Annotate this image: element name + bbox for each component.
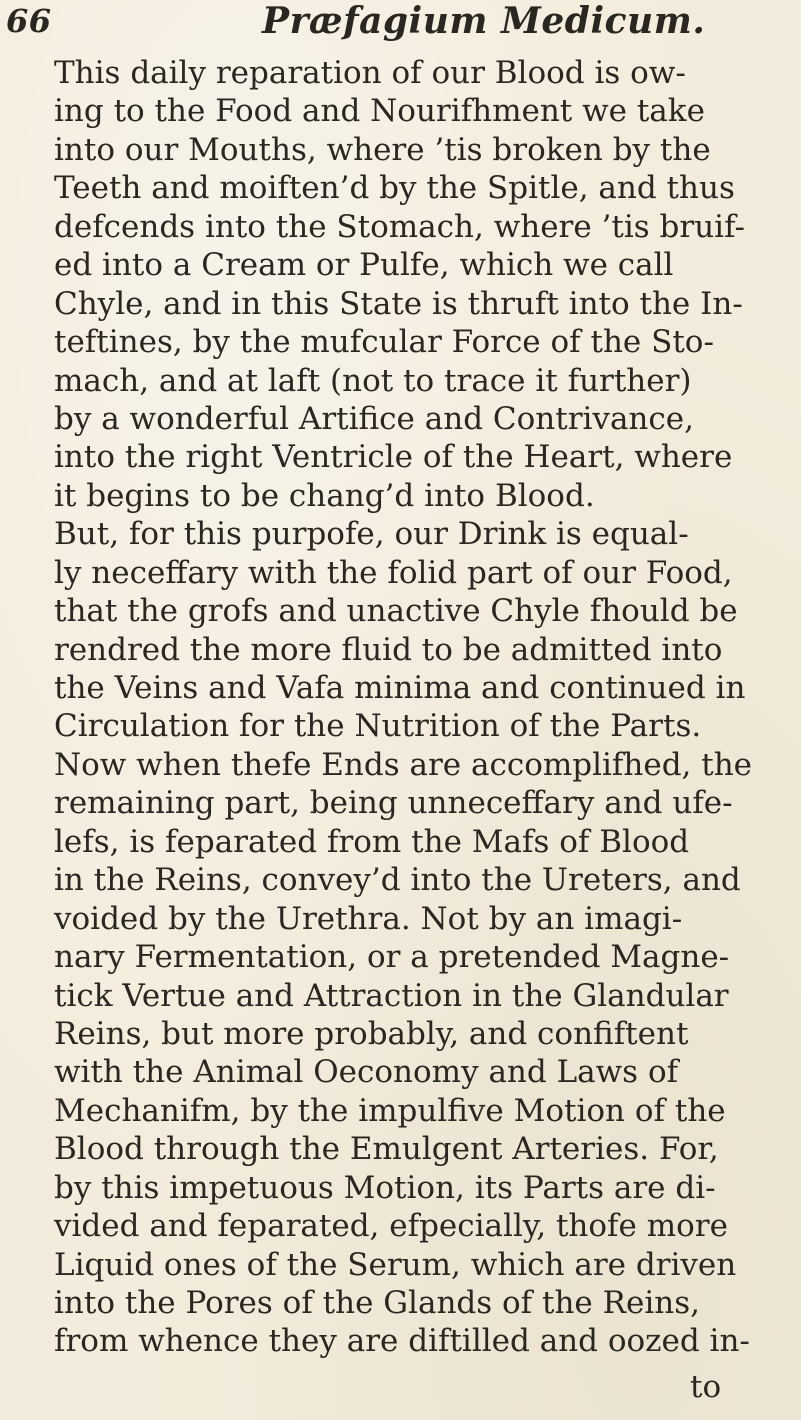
text-line: vided and feparated, efpecially, thofe more: [54, 1208, 728, 1245]
running-head: Præfagium Medicum.: [262, 0, 706, 42]
text-line: Now when thefe Ends are accomplifhed, the: [54, 746, 753, 783]
text-line: voided by the Urethra. Not by an imagi-: [54, 900, 683, 937]
text-line: it begins to be chang’d into Blood.: [54, 477, 595, 514]
text-line: from whence they are diftilled and oozed in-: [54, 1323, 750, 1360]
text-line: tick Vertue and Attraction in the Glandular: [54, 977, 729, 1014]
page-number: 66: [6, 2, 52, 40]
text-line: ly neceffary with the folid part of our Food,: [54, 554, 733, 591]
text-line: into the Pores of the Glands of the Reins,: [54, 1285, 700, 1321]
text-line: in the Reins, convey’d into the Ureters, and: [54, 862, 741, 899]
text-line: nary Fermentation, or a pretended Magne-: [54, 939, 730, 976]
text-line: into the right Ventricle of the Heart, where: [54, 439, 733, 476]
text-line: This daily reparation of our Blood is ow-: [54, 55, 686, 91]
text-line: defcends into the Stomach, where ’tis bruif-: [54, 208, 745, 245]
text-line: teftines, by the mufcular Force of the Sto-: [54, 324, 714, 361]
text-line: ed into a Cream or Pulfe, which we call: [54, 247, 674, 284]
text-line: Blood through the Emulgent Arteries. For,: [54, 1131, 719, 1168]
text-line: Liquid ones of the Serum, which are driven: [54, 1246, 737, 1283]
text-line: ing to the Food and Nourifhment we take: [54, 93, 705, 130]
text-line: Circulation for the Nutrition of the Parts.: [54, 708, 702, 745]
catchword: to: [690, 1369, 722, 1405]
text-line: rendred the more fluid to be admitted into: [54, 631, 723, 668]
text-line: Teeth and moiften’d by the Spitle, and thus: [54, 170, 735, 207]
text-line: remaining part, being unneceffary and ufe-: [54, 785, 733, 822]
text-line: by a wonderful Artifice and Contrivance,: [54, 400, 694, 437]
page-header: [0, 0, 801, 60]
text-line: Chyle, and in this State is thruft into the In-: [54, 285, 743, 322]
text-line: by this impetuous Motion, its Parts are di-: [54, 1169, 716, 1206]
text-line: Mechanifm, by the impulfive Motion of the: [54, 1092, 726, 1129]
text-line: lefs, is feparated from the Mafs of Blood: [54, 823, 690, 860]
text-line: Reins, but more probably, and confiftent: [54, 1015, 689, 1052]
text-line: with the Animal Oeconomy and Laws of: [54, 1054, 679, 1091]
text-line: But, for this purpofe, our Drink is equal-: [54, 516, 689, 553]
text-line: into our Mouths, where ’tis broken by the: [54, 131, 711, 168]
text-line: the Veins and Vafa minima and continued in: [54, 670, 746, 706]
body-text: [54, 54, 794, 1361]
text-line: that the grofs and unactive Chyle fhould be: [54, 593, 738, 630]
text-line: mach, and at laft (not to trace it further): [54, 362, 692, 399]
